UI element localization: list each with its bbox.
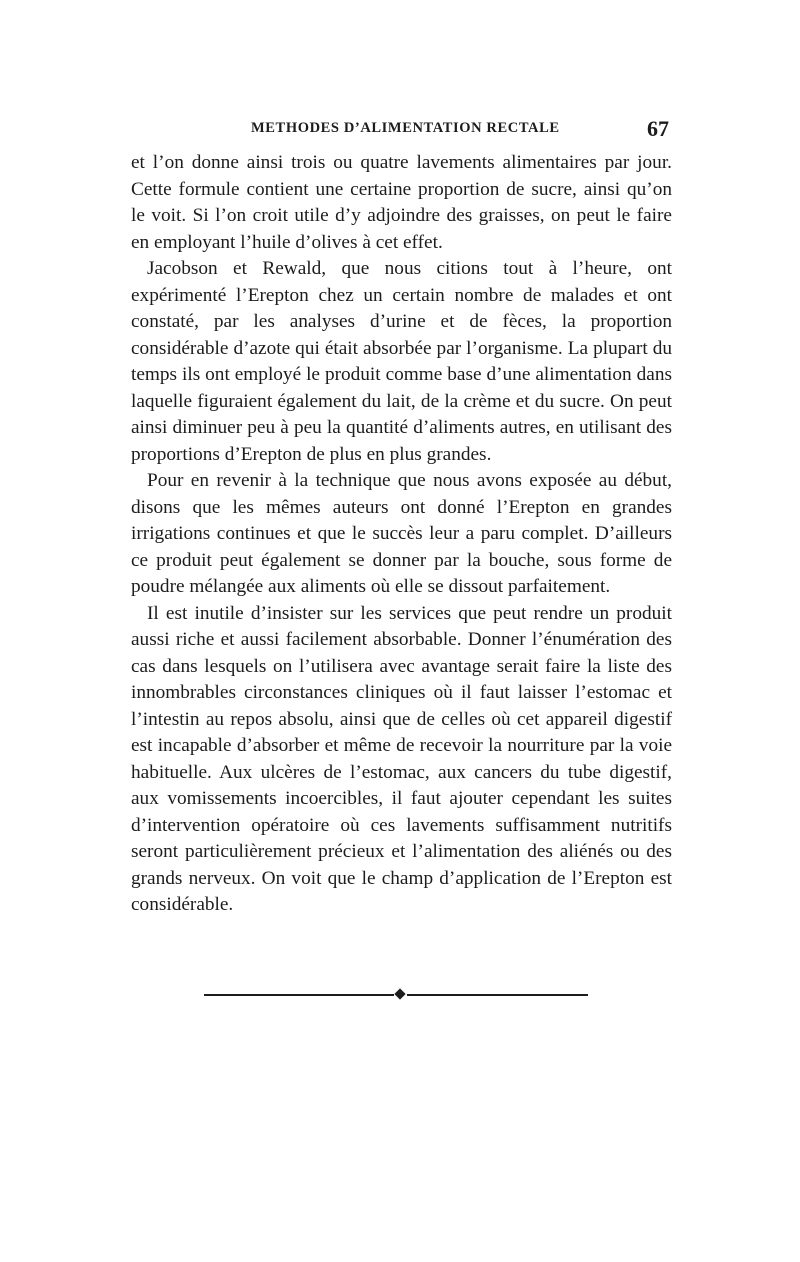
- running-title: METHODES D’ALIMENTATION RECTALE: [251, 120, 560, 136]
- paragraph-1: et l’on donne ainsi trois ou quatre lavements alimentaires par jour. Cette formule contient une certaine proportion de sucre, ainsi qu’on le voit. Si l’on croit utile d’y adjoindre des graisses, on peut le faire en employant l’huile d’olives à cet effet.: [131, 152, 672, 253]
- diamond-icon: [394, 988, 405, 999]
- end-ornament-divider: [204, 988, 588, 1002]
- page-number: 67: [647, 116, 669, 141]
- ornament-rule-left: [204, 994, 394, 996]
- paragraph-4: Il est inutile d’insister sur les services que peut rendre un produit aussi riche et aussi facilement absorbable. Donner l’énumération des cas dans lesquels on l’utilisera avec avantage serait faire la liste des innombrables circonstances cliniques où il faut laisser l’estomac et l’intestin au repos absolu, ainsi que de celles où cet appareil digestif est incapable d’absorber et même de recevoir la nourriture par la voie habituelle. Aux ulcères de l’estomac, aux cancers du tube digestif, aux vomissements incoercibles, il faut ajouter cependant les suites d’intervention opératoire où ces lavements suffisamment nutritifs seront particulièrement précieux et l’alimentation des aliénés ou des grands nerveux. On voit que le champ d’application de l’Erepton est considérable.: [131, 602, 672, 915]
- running-head: [133, 116, 673, 142]
- page-body: [131, 150, 672, 919]
- ornament-rule-right: [407, 994, 588, 996]
- paragraph-3: Pour en revenir à la technique que nous avons exposée au début, disons que les mêmes auteurs ont donné l’Erepton en grandes irrigations continues et que le succès leur a paru complet. D’ailleurs ce produit peut également se donner par la bouche, sous forme de poudre mélangée aux aliments où elle se dissout parfaitement.: [131, 470, 672, 597]
- paragraph-2: Jacobson et Rewald, que nous citions tout à l’heure, ont expérimenté l’Erepton chez un certain nombre de malades et ont constaté, par les analyses d’urine et de fèces, la proportion considérable d’azote qui était absorbée par l’organisme. La plupart du temps ils ont employé le produit comme base d’une alimentation dans laquelle figuraient également du lait, de la crème et du sucre. On peut ainsi diminuer peu à peu la quantité d’aliments autres, en utilisant des proportions d’Erepton de plus en plus grandes.: [131, 258, 672, 465]
